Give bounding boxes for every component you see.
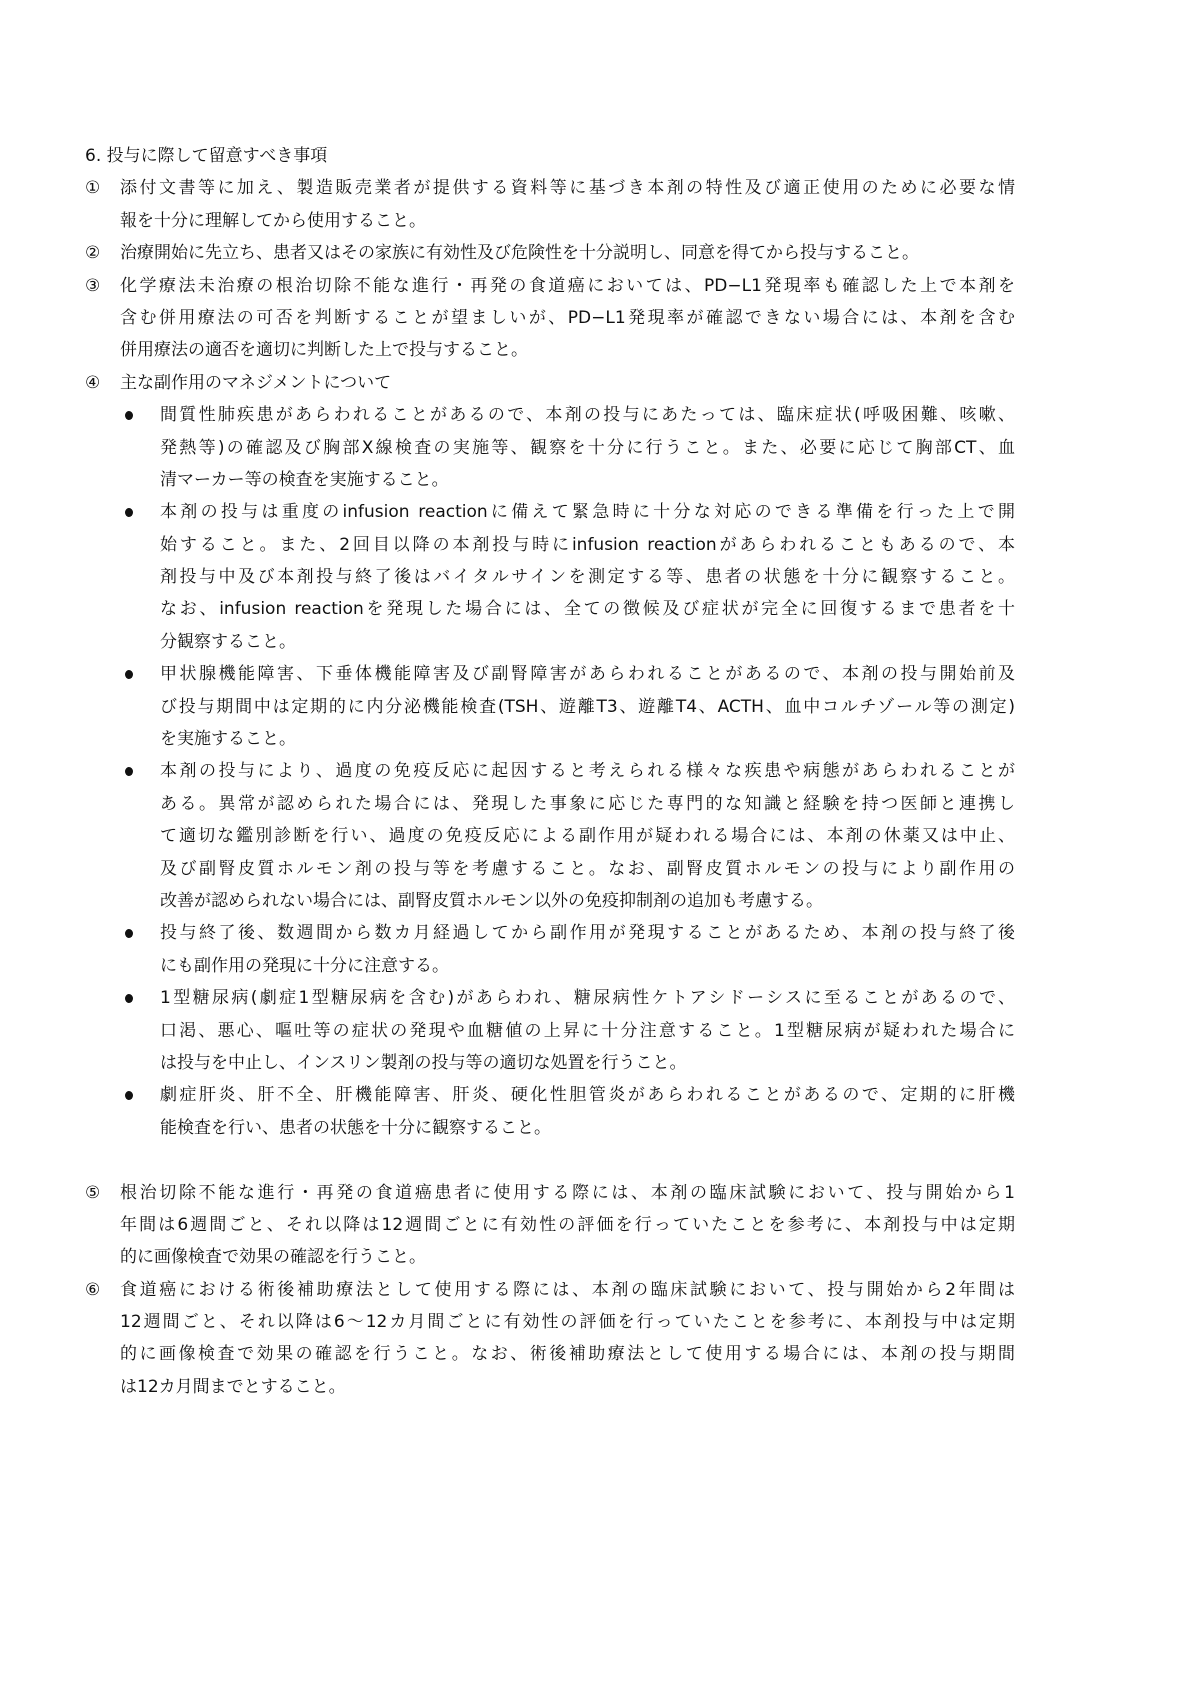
text-line: び投与期間中は定期的に内分泌機能検査(TSH、遊離T3、遊離T4、ACTH、血中コルチゾール等の測定) [160,696,1015,717]
item-number: ⑤ [85,1182,101,1203]
text-line: 食道癌における術後補助療法として使用する際には、本剤の臨床試験において、投与開始から2年間は [120,1279,1015,1300]
text-line: は投与を中止し、インスリン製剤の投与等の適切な処置を行うこと。 [160,1052,687,1073]
text-line: 発熱等)の確認及び胸部X線検査の実施等、観察を十分に行うこと。また、必要に応じて胸部CT、血 [160,437,1015,458]
item-number: ④ [85,372,101,393]
text-line: 剤投与中及び本剤投与終了後はバイタルサインを測定する等、患者の状態を十分に観察すること。 [160,567,1015,588]
side-effect-bullets [85,399,1015,1144]
text-line: 的に画像検査で効果の確認を行うこと。 [120,1247,426,1268]
text-line: 12週間ごと、それ以降は6〜12カ月間ごとに有効性の評価を行っていたことを参考に、本剤投与中は定期 [120,1312,1015,1333]
text-line: 始すること。また、2回目以降の本剤投与時にinfusion reactionがあらわれることもあるので、本 [160,534,1015,555]
text-line: 間質性肺疾患があらわれることがあるので、本剤の投与にあたっては、臨床症状(呼吸困難、咳嗽、 [160,405,1015,426]
text-line: にも副作用の発現に十分に注意する。 [160,955,449,976]
document-body [85,140,1015,1403]
bullet-item [125,658,1015,755]
numbered-item [85,1274,1015,1404]
bullet-icon [125,670,133,679]
bullet-text [160,496,1015,658]
item-text [120,1274,1015,1404]
text-line: 口渇、悪心、嘔吐等の症状の発現や血糖値の上昇に十分注意すること。1型糖尿病が疑われた場合に [160,1020,1015,1041]
text-line: 投与終了後、数週間から数カ月経過してから副作用が発現することがあるため、本剤の投与終了後 [160,923,1015,944]
text-line: は12カ月間までとすること。 [120,1376,346,1397]
item-number: ⑥ [85,1279,101,1300]
text-line: 改善が認められない場合には、副腎皮質ホルモン以外の免疫抑制剤の追加も考慮する。 [160,890,823,911]
text-line: 本剤の投与により、過度の免疫反応に起因すると考えられる様々な疾患や病態があらわれることが [160,761,1015,782]
text-line: て適切な鑑別診断を行い、過度の免疫反応による副作用が疑われる場合には、本剤の休薬又は中止、 [160,826,1015,847]
numbered-item [85,367,1015,399]
bullet-text [160,982,1015,1079]
item-number: ① [85,178,101,199]
bullet-icon [125,508,133,517]
bullet-icon [125,767,133,776]
text-line: 1型糖尿病(劇症1型糖尿病を含む)があらわれ、糖尿病性ケトアシドーシスに至ることがあるので、 [160,988,1015,1009]
bullet-item [125,917,1015,982]
bullet-icon [125,1091,133,1100]
item-text [120,270,1015,367]
bullet-icon [125,929,133,938]
item-text [120,172,1015,237]
text-line: 添付文書等に加え、製造販売業者が提供する資料等に基づき本剤の特性及び適正使用のために必要な情 [120,178,1015,199]
text-line: なお、infusion reactionを発現した場合には、全ての徴候及び症状が完全に回復するまで患者を十 [160,599,1015,620]
numbered-items [85,172,1015,399]
bullet-text [160,658,1015,755]
item-text [120,1177,1015,1274]
bullet-text [160,755,1015,917]
text-line: 化学療法未治療の根治切除不能な進行・再発の食道癌においては、PD−L1発現率も確認した上で本剤を [120,275,1015,296]
text-line: 分観察すること。 [160,631,296,652]
bullet-item [125,399,1015,496]
bullet-icon [125,411,133,420]
text-line: 及び副腎皮質ホルモン剤の投与等を考慮すること。なお、副腎皮質ホルモンの投与により副作用の [160,858,1015,879]
bullet-text [160,917,1015,982]
text-line: を実施すること。 [160,729,296,750]
numbered-item [85,172,1015,237]
bullet-text [160,1079,1015,1144]
item-text [120,237,1015,269]
text-line: 清マーカー等の検査を実施すること。 [160,469,449,490]
text-line: 能検査を行い、患者の状態を十分に観察すること。 [160,1117,551,1138]
text-line: 劇症肝炎、肝不全、肝機能障害、肝炎、硬化性胆管炎があらわれることがあるので、定期的に肝機 [160,1085,1015,1106]
text-line: 甲状腺機能障害、下垂体機能障害及び副腎障害があらわれることがあるので、本剤の投与開始前及 [160,664,1015,685]
item-number: ③ [85,275,101,296]
bullet-item [125,1079,1015,1144]
text-line: 本剤の投与は重度のinfusion reactionに備えて緊急時に十分な対応のできる準備を行った上で開 [160,502,1015,523]
text-line: 治療開始に先立ち、患者又はその家族に有効性及び危険性を十分説明し、同意を得てから投与すること。 [120,243,919,264]
bullet-item [125,755,1015,917]
text-line: 含む併用療法の可否を判断することが望ましいが、PD−L1発現率が確認できない場合には、本剤を含む [120,307,1015,328]
spacer [85,1144,1015,1176]
text-line: 併用療法の適否を適切に判断した上で投与すること。 [120,340,528,361]
item-text [120,367,1015,399]
bullet-text [160,399,1015,496]
text-line: 的に画像検査で効果の確認を行うこと。なお、術後補助療法として使用する場合には、本剤の投与期間 [120,1344,1015,1365]
text-line: 根治切除不能な進行・再発の食道癌患者に使用する際には、本剤の臨床試験において、投与開始から1 [120,1182,1015,1203]
numbered-item [85,1177,1015,1274]
text-line: 年間は6週間ごと、それ以降は12週間ごとに有効性の評価を行っていたことを参考に、本剤投与中は定期 [120,1214,1015,1235]
bullet-item [125,496,1015,658]
numbered-item [85,237,1015,269]
text-line: 主な副作用のマネジメントについて [120,372,392,393]
text-line: 報を十分に理解してから使用すること。 [120,210,426,231]
numbered-item [85,270,1015,367]
bullet-item [125,982,1015,1079]
text-line: ある。異常が認められた場合には、発現した事象に応じた専門的な知識と経験を持つ医師と連携し [160,793,1015,814]
bullet-icon [125,994,133,1003]
section-title: 6. 投与に際して留意すべき事項 [85,146,328,166]
item-number: ② [85,243,101,264]
numbered-items-2 [85,1177,1015,1404]
